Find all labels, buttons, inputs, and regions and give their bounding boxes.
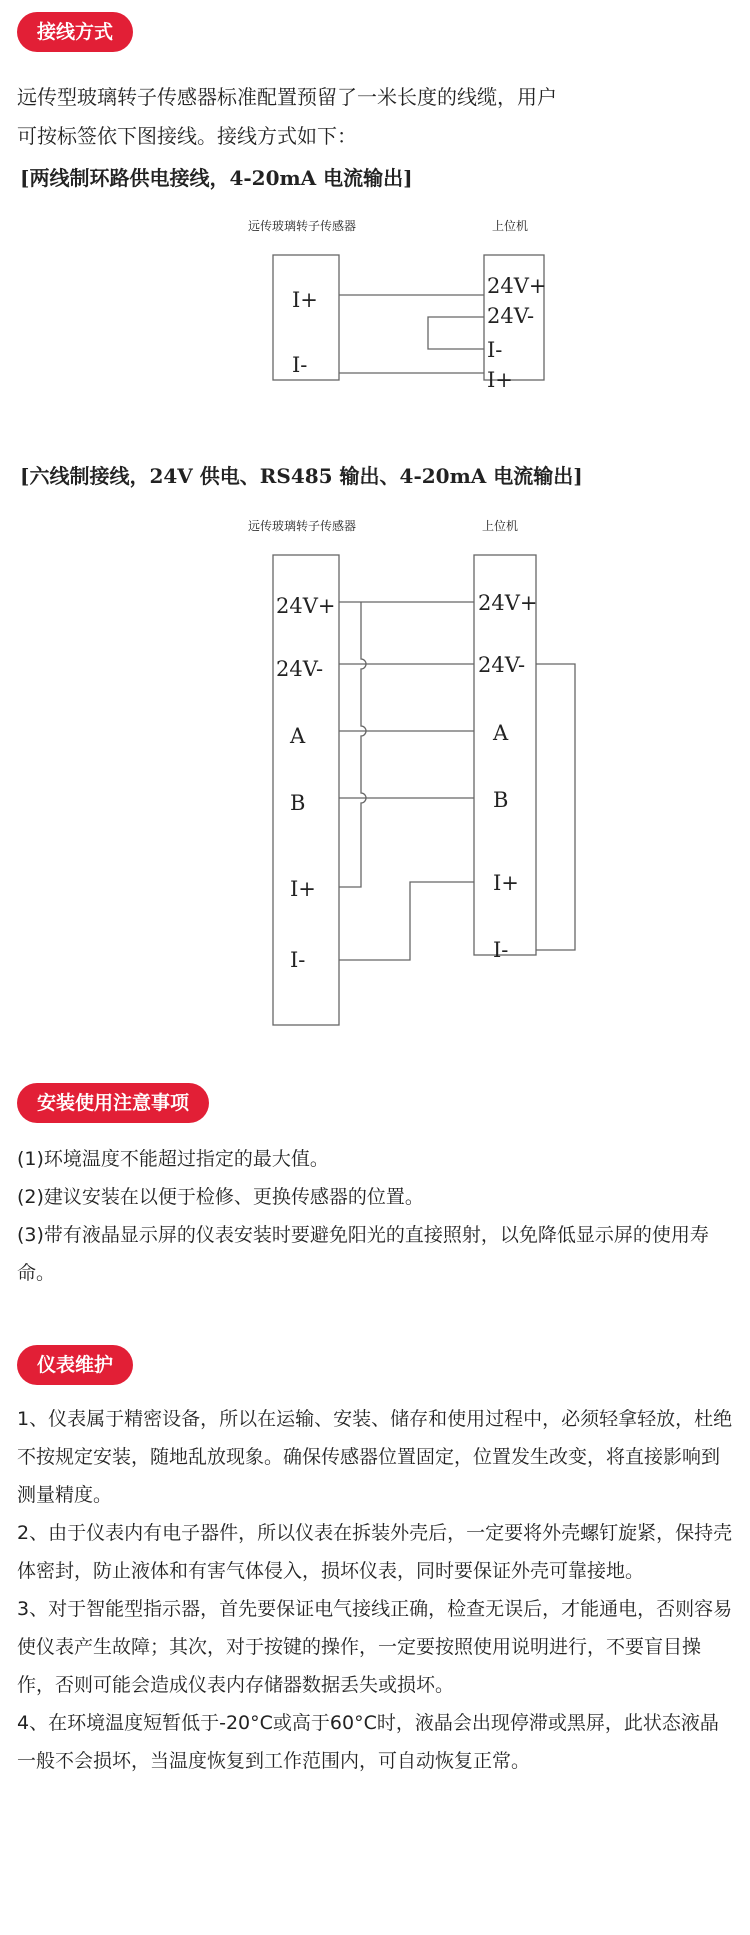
- maintenance-list: [17, 1400, 737, 1780]
- wiring-intro-line1: 远传型玻璃转子传感器标准配置预留了一米长度的线缆，用户: [17, 85, 557, 109]
- six-wire-wire-iminus-iplus: [339, 882, 474, 960]
- two-wire-title: [两线制环路供电接线，4-20mA 电流输出]: [20, 166, 413, 190]
- two-wire-host-pin-iplus: I+: [487, 368, 513, 392]
- six-wire-sensor-label: 远传玻璃转子传感器: [248, 519, 357, 533]
- two-wire-sensor-label: 远传玻璃转子传感器: [248, 219, 357, 233]
- maintenance-item-3: 3、对于智能型指示器，首先要保证电气接线正确，检查无误后，才能通电，否则容易使仪表产生故障；其次，对于按键的操作，一定要按照使用说明进行，不要盲目操作，否则可能会造成仪表内存储器数据丢失或损坏。: [17, 1598, 733, 1696]
- six-wire-diagram: [0, 510, 750, 1030]
- two-wire-host-pin-iminus: I-: [487, 338, 503, 362]
- six-wire-sensor-pin-b: B: [290, 791, 306, 815]
- six-wire-host-box: [474, 555, 536, 955]
- maintenance-item-1: 1、仪表属于精密设备，所以在运输、安装、储存和使用过程中，必须轻拿轻放，杜绝不按规定安装，随地乱放现象。确保传感器位置固定，位置发生改变，将直接影响到测量精度。: [17, 1408, 733, 1506]
- six-wire-sensor-pin-24vplus: 24V+: [276, 594, 336, 618]
- two-wire-host-label: 上位机: [492, 219, 529, 233]
- install-section-badge: 安装使用注意事项: [17, 1083, 209, 1123]
- install-item-2: (2)建议安装在以便于检修、更换传感器的位置。: [17, 1186, 424, 1208]
- six-wire-host-pin-a: A: [493, 721, 509, 745]
- six-wire-title: [六线制接线，24V 供电、RS485 输出、4-20mA 电流输出]: [20, 464, 583, 488]
- maintenance-item-4: 4、在环境温度短暂低于-20°C或高于60°C时，液晶会出现停滞或黑屏，此状态液晶一般不会损坏，当温度恢复到工作范围内，可自动恢复正常。: [17, 1712, 719, 1772]
- install-item-3: (3)带有液晶显示屏的仪表安装时要避免阳光的直接照射，以免降低显示屏的使用寿命。: [17, 1224, 709, 1284]
- maintenance-item-2: 2、由于仪表内有电子器件，所以仪表在拆装外壳后，一定要将外壳螺钉旋紧，保持壳体密封，防止液体和有害气体侵入，损坏仪表，同时要保证外壳可靠接地。: [17, 1522, 733, 1582]
- six-wire-host-pin-b: B: [493, 788, 509, 812]
- two-wire-host-pin-24vminus: 24V-: [487, 304, 535, 328]
- two-wire-diagram: [0, 205, 750, 435]
- six-wire-wire-24vplus-bus: [339, 602, 366, 887]
- six-wire-sensor-pin-iminus: I-: [290, 948, 306, 972]
- six-wire-host-label: 上位机: [482, 519, 519, 533]
- six-wire-host-pin-iplus: I+: [493, 871, 519, 895]
- six-wire-host-pin-iminus: I-: [493, 938, 509, 962]
- two-wire-sensor-pin-iminus: I-: [292, 353, 308, 377]
- wiring-section-badge: 接线方式: [17, 12, 133, 52]
- six-wire-sensor-box: [273, 555, 339, 1025]
- six-wire-sensor-pin-a: A: [290, 724, 306, 748]
- maintenance-section-badge: 仪表维护: [17, 1345, 133, 1385]
- install-list: [17, 1140, 737, 1292]
- six-wire-host-pin-24vplus: 24V+: [478, 591, 538, 615]
- six-wire-wire-host-loop: [536, 664, 575, 950]
- install-item-1: (1)环境温度不能超过指定的最大值。: [17, 1148, 329, 1170]
- wiring-intro-line2: 可按标签依下图接线。接线方式如下：: [17, 124, 357, 148]
- six-wire-sensor-pin-24vminus: 24V-: [276, 657, 324, 681]
- two-wire-host-pin-24vplus: 24V+: [487, 274, 547, 298]
- two-wire-sensor-pin-iplus: I+: [292, 288, 318, 312]
- six-wire-host-pin-24vminus: 24V-: [478, 653, 526, 677]
- six-wire-sensor-pin-iplus: I+: [290, 877, 316, 901]
- two-wire-wire-loop: [428, 317, 484, 349]
